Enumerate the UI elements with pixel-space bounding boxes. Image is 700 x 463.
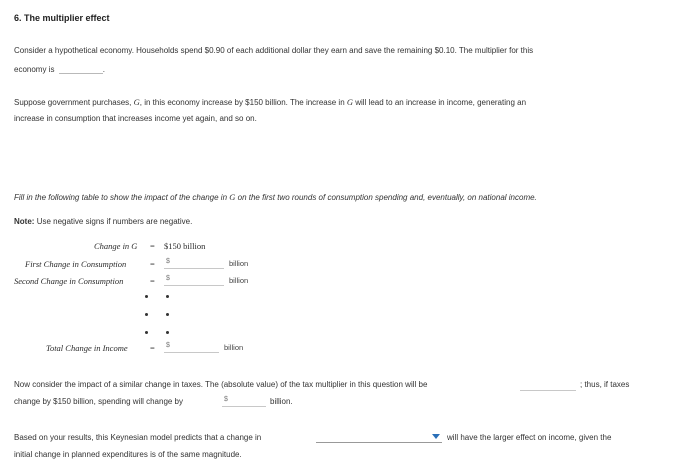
equals-sign: =: [150, 241, 155, 251]
chevron-down-icon[interactable]: [432, 434, 440, 439]
currency-symbol: $: [166, 258, 170, 265]
tax-line1: Now consider the impact of a similar change in taxes. The (absolute value) of the tax multiplier in this question will be: [14, 380, 428, 389]
change-in-g-value: $150 billion: [164, 241, 206, 251]
total-change-input[interactable]: [164, 342, 219, 353]
note: [14, 217, 192, 226]
government-purchase-line2: increase in consumption that increases income yet again, and so on.: [14, 114, 257, 123]
period: .: [102, 65, 105, 74]
note-label: Note:: [14, 217, 35, 226]
change-type-dropdown[interactable]: [316, 432, 442, 443]
g-symbol: G: [346, 97, 354, 107]
ellipsis-dot: [145, 331, 148, 334]
first-change-input[interactable]: [164, 258, 224, 269]
multiplier-paragraph-line2: [14, 64, 105, 74]
multiplier-input[interactable]: [59, 64, 103, 74]
tax-line1-end: ; thus, if taxes: [580, 380, 630, 389]
g-symbol: G: [133, 97, 140, 107]
second-change-label: Second Change in Consumption: [14, 276, 124, 286]
total-change-unit: billion: [224, 343, 244, 352]
g-symbol: G: [229, 192, 236, 202]
keynes-line1-end: will have the larger effect on income, given the: [447, 433, 612, 442]
change-in-g-label: Change in G: [94, 241, 138, 251]
spending-change-input[interactable]: [222, 396, 266, 407]
second-change-input[interactable]: [164, 275, 224, 286]
first-change-unit: billion: [229, 259, 249, 268]
currency-symbol: $: [166, 275, 170, 282]
tax-multiplier-input[interactable]: [520, 380, 576, 391]
equals-sign: =: [150, 259, 155, 269]
second-change-unit: billion: [229, 276, 249, 285]
currency-symbol: $: [224, 396, 228, 403]
tax-line2-end: billion.: [270, 397, 293, 406]
first-change-label: First Change in Consumption: [25, 259, 127, 269]
total-change-label: Total Change in Income: [46, 343, 128, 353]
keynes-line1: Based on your results, this Keynesian model predicts that a change in: [14, 433, 262, 442]
currency-symbol: $: [166, 342, 170, 349]
note-text: Use negative signs if numbers are negative.: [36, 217, 193, 226]
table-instruction: Fill in the following table to show the impact of the change in G on the first two rounds of consumption spending and, eventually, on national income.: [14, 192, 537, 202]
ellipsis-dot: [166, 295, 169, 298]
government-purchase-line1: Suppose government purchases, G, in this economy increase by $150 billion. The increase in G will lead to an increase in income, generating an: [14, 97, 527, 107]
page-title: 6. The multiplier effect: [14, 13, 110, 23]
ellipsis-dot: [145, 313, 148, 316]
multiplier-label: economy is: [14, 65, 55, 74]
equals-sign: =: [150, 276, 155, 286]
ellipsis-dot: [166, 313, 169, 316]
ellipsis-dot: [145, 295, 148, 298]
tax-line2: change by $150 billion, spending will change by: [14, 397, 184, 406]
ellipsis-dot: [166, 331, 169, 334]
multiplier-paragraph-line1: Consider a hypothetical economy. Households spend $0.90 of each additional dollar they earn and save the remaining $0.10. The multiplier for this: [14, 46, 534, 55]
keynes-line2: initial change in planned expenditures is of the same magnitude.: [14, 450, 242, 459]
equals-sign: =: [150, 343, 155, 353]
